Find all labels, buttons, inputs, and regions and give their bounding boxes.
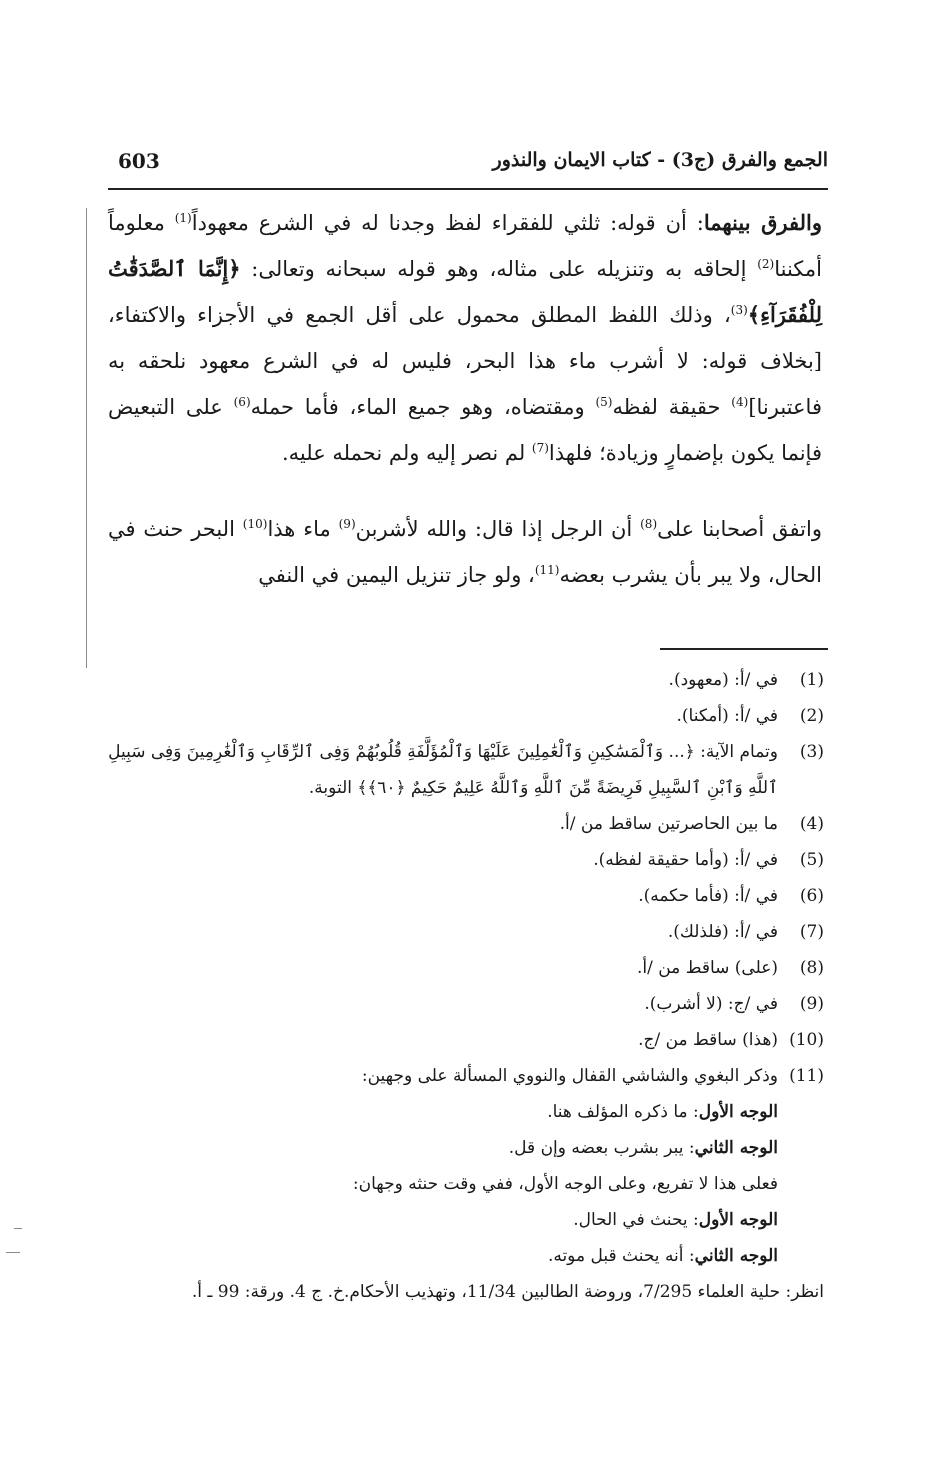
- footnote-ref: (11): [534, 563, 560, 577]
- footnote-number: (6): [799, 886, 824, 906]
- footnote-text: (هذا) ساقط من /ج.: [638, 1030, 778, 1050]
- text-run: على التبعيض فإنما يكون بإضمارٍ وزيادة؛ فلهذا: [108, 395, 822, 465]
- text-run: ومقتضاه، وهو جميع الماء، فأما حمله: [250, 395, 596, 419]
- footnote-text: في /أ: (أمكنا).: [676, 706, 778, 726]
- footnote-text: وذكر البغوي والشاشي القفال والنووي المسألة على وجهين:: [361, 1066, 778, 1086]
- footnote-text: في /أ: (فلذلك).: [667, 922, 778, 942]
- text-run: لم نصر إليه ولم نحمله عليه.: [281, 441, 532, 465]
- footnote-continuation: [108, 1274, 824, 1310]
- footnote: [108, 914, 824, 950]
- aspect-label: الوجه الأول: [698, 1210, 778, 1230]
- scan-mark: [14, 1228, 22, 1229]
- footnote-text: : أنه يحنث قبل موته.: [547, 1246, 695, 1266]
- footnote-ref: (1): [174, 211, 192, 225]
- footnote-ref: (10): [242, 517, 268, 531]
- header-rule: [108, 188, 828, 190]
- running-header: [118, 143, 828, 183]
- footnote-ref: (5): [595, 395, 613, 409]
- footnote-number: (7): [799, 922, 824, 942]
- footnote-text: : يبر بشرب بعضه وإن قل.: [508, 1138, 695, 1158]
- footnote-ref: (6): [233, 395, 251, 409]
- footnote-ref: (9): [338, 517, 356, 531]
- text-run: : أن قوله: ثلثي للفقراء لفظ وجدنا له في الشرع معهوداً: [191, 211, 704, 235]
- footnote: [108, 878, 824, 914]
- footnote-text: في /ج: (لا أشرب).: [644, 994, 778, 1014]
- footnote-ref: (8): [640, 517, 658, 531]
- footnote-number: (3): [799, 742, 824, 762]
- footnote-number: (9): [799, 994, 824, 1014]
- footnote-number: (10): [789, 1030, 824, 1050]
- text-run: ماء هذا: [267, 517, 339, 541]
- footnote-text: : يحنث في الحال.: [573, 1210, 699, 1230]
- footnote-separator: [660, 648, 828, 650]
- text-run: البحر حنث في الحال، ولا يبر بأن يشرب بعضه: [108, 517, 822, 587]
- paragraph-2: [108, 506, 822, 598]
- footnote-continuation: [108, 1166, 824, 1202]
- footnote-number: (1): [799, 670, 824, 690]
- scan-mark: [86, 208, 87, 668]
- text-run: حقيقة لفظه: [612, 395, 732, 419]
- footnote-text: في /أ: (وأما حقيقة لفظه).: [593, 850, 778, 870]
- text-run: ، وذلك اللفظ المطلق محمول على أقل الجمع في الأجزاء والاكتفاء، [بخلاف قوله: لا أشرب ماء هذا البحر، فليس له في الشرع معهود نلحقه به فاعتبرنا]: [108, 303, 822, 419]
- footnote-continuation: [108, 1202, 824, 1238]
- footnote-continuation: [108, 1130, 824, 1166]
- footnotes: [108, 662, 824, 1310]
- footnote-text: : ما ذكره المؤلف هنا.: [547, 1102, 699, 1122]
- footnote-text: وتمام الآية: ﴿... وَٱلْمَسَٰكِينِ وَٱلْعَٰمِلِينَ عَلَيْهَا وَٱلْمُؤَلَّفَةِ قُلُوبُهُمْ وَفِى ٱلرِّقَابِ وَٱلْغَٰرِمِينَ وَفِى سَبِيلِ ٱللَّهِ وَٱبْنِ ٱلسَّبِيلِ فَرِيضَةً مِّنَ ٱللَّهِ وَٱللَّهُ عَلِيمٌ حَكِيمٌ ﴿٦٠﴾﴾ التوبة.: [108, 742, 778, 798]
- footnote: [108, 1058, 824, 1094]
- text-run: ، ولو جاز تنزيل اليمين في النفي: [258, 563, 535, 587]
- scan-mark: [6, 1252, 20, 1253]
- footnote: [108, 986, 824, 1022]
- footnote: [108, 662, 824, 698]
- text-run: أن الرجل إذا قال: والله لأشربن: [355, 517, 641, 541]
- footnote-number: (2): [799, 706, 824, 726]
- footnote: [108, 698, 824, 734]
- text-run: معلوماً أمكننا: [108, 211, 822, 281]
- footnote-text: في /أ: (فأما حكمه).: [638, 886, 778, 906]
- aspect-label: الوجه الثاني: [694, 1138, 778, 1158]
- quran-quote: ﴿إِنَّمَا ٱلصَّدَقَٰتُ لِلْفُقَرَآءِ﴾: [108, 256, 822, 327]
- footnote-text: في /أ: (معهود).: [668, 670, 778, 690]
- footnote: [108, 1022, 824, 1058]
- footnote: [108, 842, 824, 878]
- footnote-number: (8): [799, 958, 824, 978]
- footnote-text: (على) ساقط من /أ.: [636, 958, 778, 978]
- paragraph-1: [108, 200, 822, 476]
- footnote-number: (4): [799, 814, 824, 834]
- footnote-number: (5): [799, 850, 824, 870]
- footnote-continuation: [108, 1094, 824, 1130]
- footnote: [108, 950, 824, 986]
- text-run: إلحاقه به وتنزيله على مثاله، وهو قوله سبحانه وتعالى:: [240, 257, 758, 281]
- footnote-text: ما بين الحاصرتين ساقط من /أ.: [559, 814, 778, 834]
- footnote-ref: (2): [757, 257, 775, 271]
- footnote-number: (11): [789, 1066, 824, 1086]
- aspect-label: الوجه الأول: [698, 1102, 778, 1122]
- footnote: [108, 734, 824, 806]
- footnote-ref: (7): [531, 441, 549, 455]
- footnote: [108, 806, 824, 842]
- text-run: واتفق أصحابنا على: [657, 517, 822, 541]
- paragraph-lead: والفرق بينهما: [703, 210, 822, 235]
- running-title: الجمع والفرق (ج3) - كتاب الايمان والنذور: [492, 149, 828, 171]
- aspect-label: الوجه الثاني: [694, 1246, 778, 1266]
- footnote-continuation: [108, 1238, 824, 1274]
- footnote-text: انظر: حلية العلماء 7/295، وروضة الطالبين 11/34، وتهذيب الأحكام.خ. ج 4. ورقة: 99 ـ أ.: [191, 1282, 824, 1302]
- footnote-text: فعلى هذا لا تفريع، وعلى الوجه الأول، ففي وقت حنثه وجهان:: [352, 1174, 778, 1194]
- main-text: [108, 200, 822, 598]
- footnote-ref: (3): [730, 303, 748, 317]
- footnote-ref: (4): [731, 395, 749, 409]
- page-number: 603: [118, 149, 160, 173]
